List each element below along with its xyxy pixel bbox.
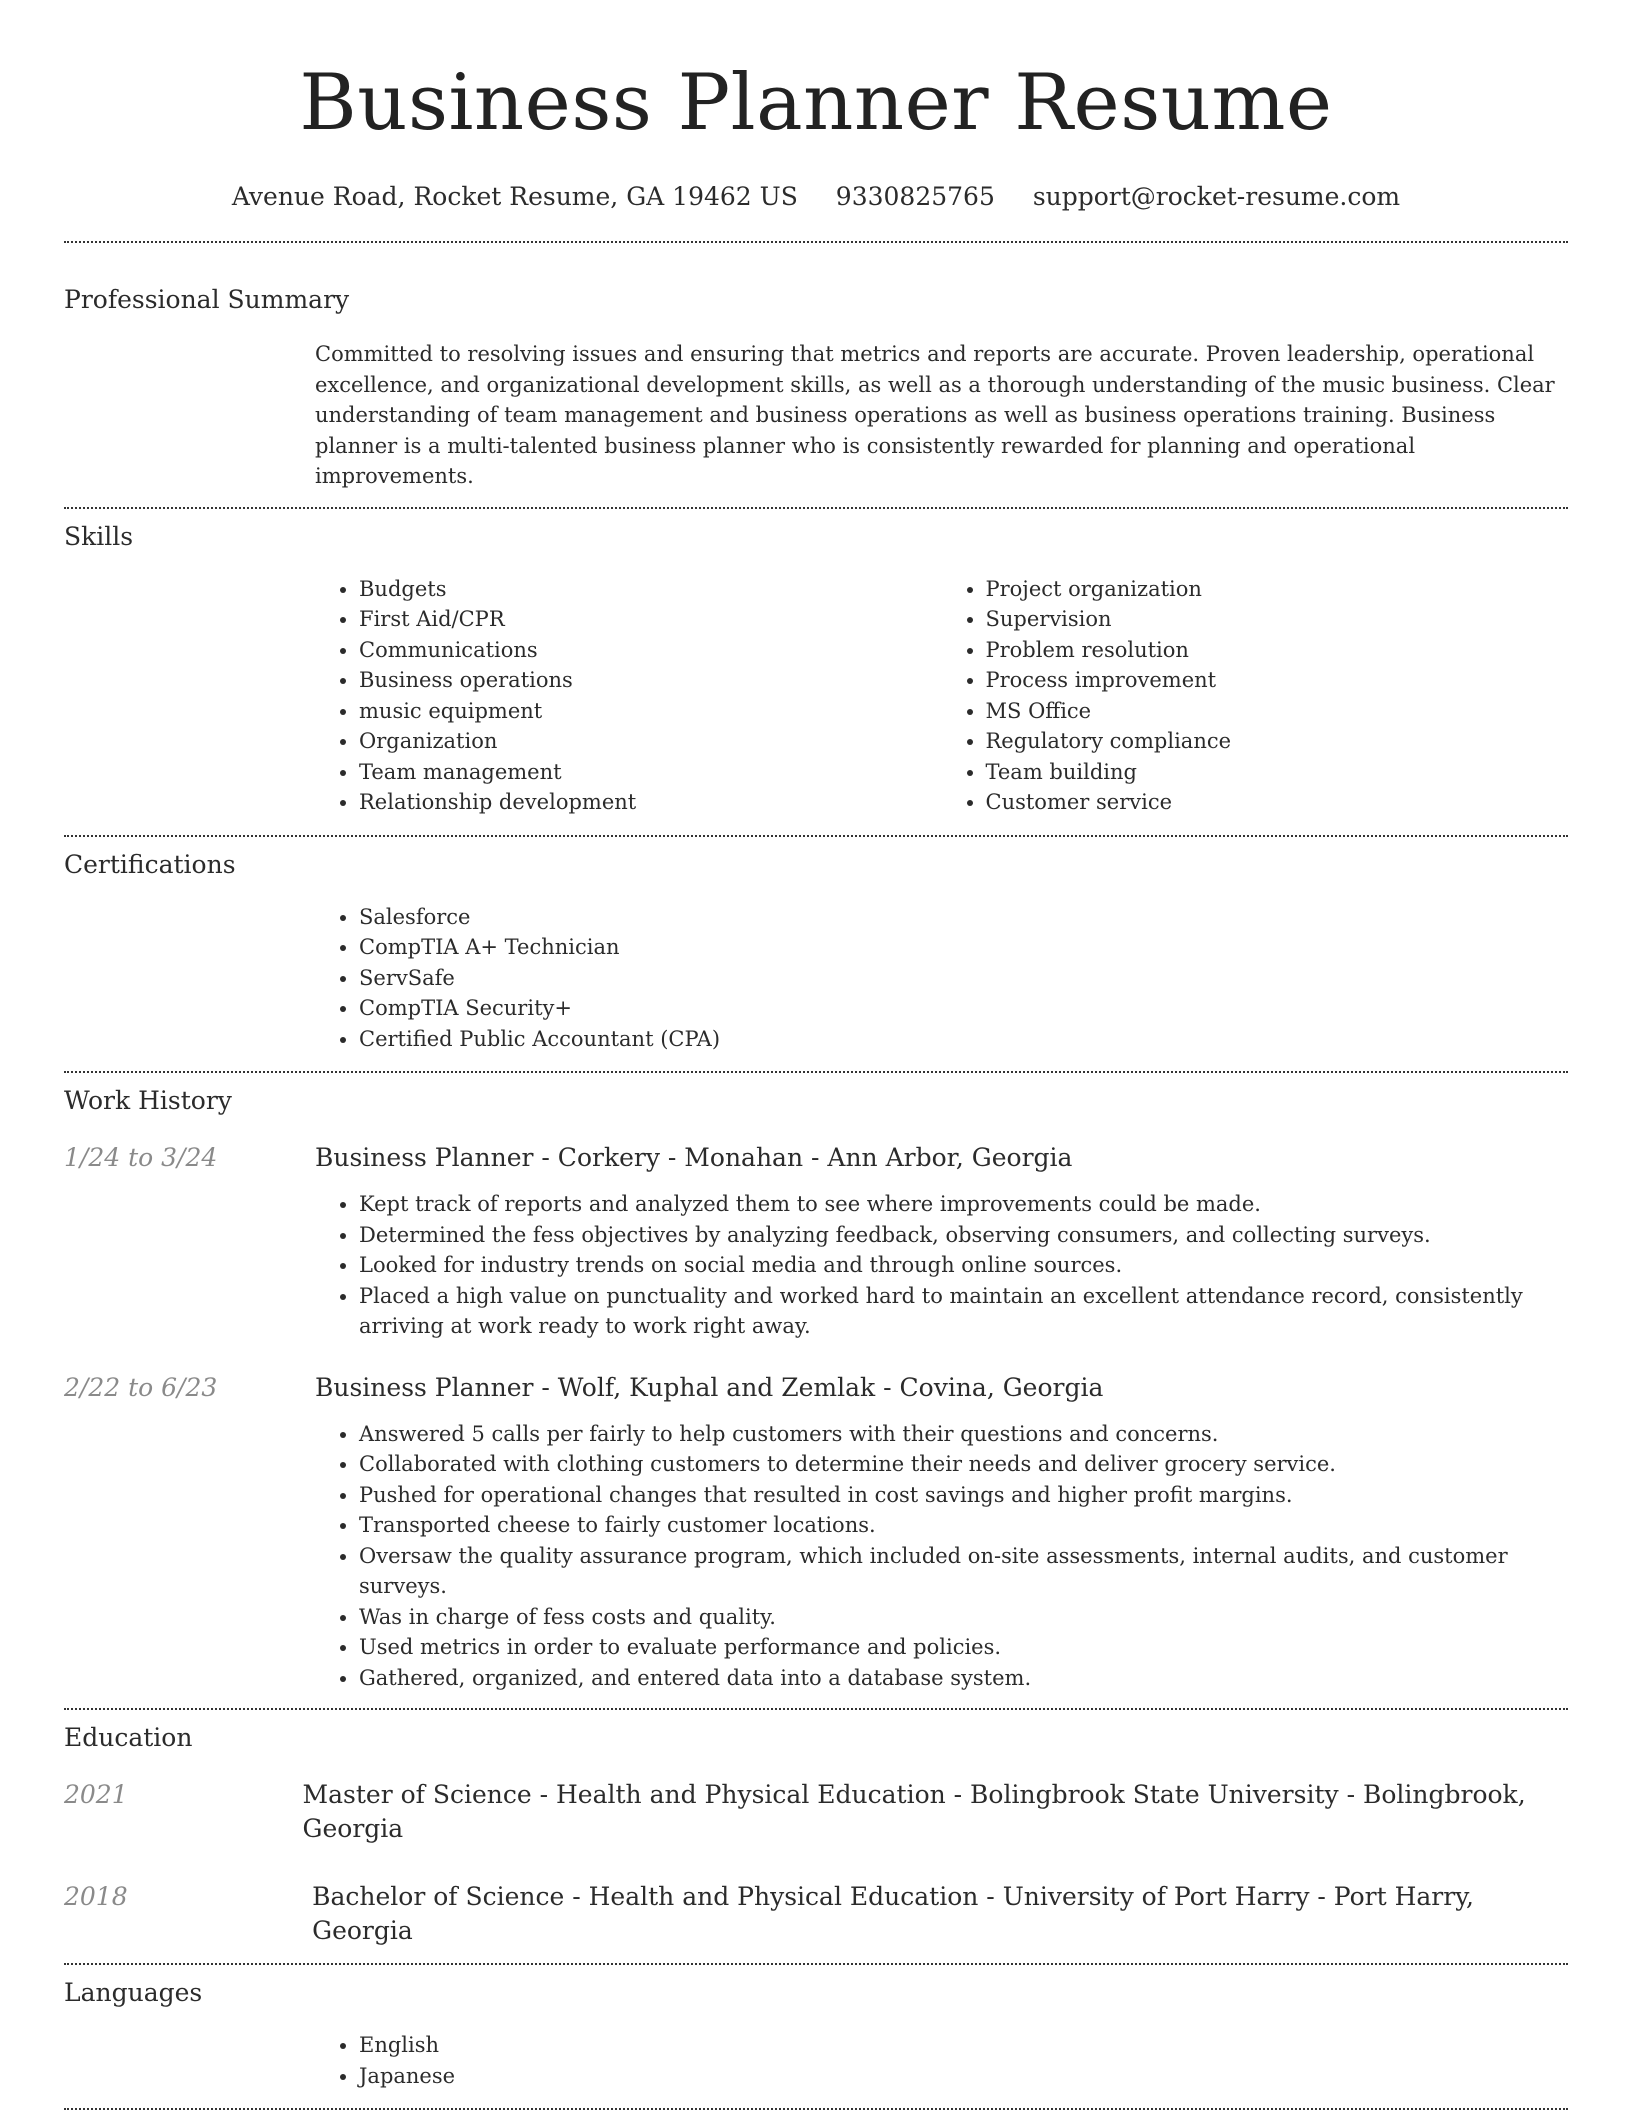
section-heading-languages: Languages [64, 1978, 203, 2007]
job-title: Business Planner - Wolf, Kuphal and Zemlak - Covina, Georgia [315, 1372, 1104, 1402]
list-item: • Regulatory compliance [986, 726, 1569, 757]
languages-body [315, 2030, 1568, 2091]
list-item: • Customer service [986, 787, 1569, 818]
section-heading-education: Education [64, 1723, 193, 1752]
job-entry [64, 1371, 1568, 1694]
job-details [315, 1419, 1568, 1694]
list-item: • Supervision [986, 604, 1569, 635]
job-bullets [315, 1189, 1568, 1342]
list-item: • Process improvement [986, 665, 1569, 696]
list-item: • Determined the fess objectives by analyzing feedback, observing consumers, and collecting surveys. [359, 1220, 1568, 1251]
list-item: • Organization [359, 726, 942, 757]
skills-list-right [942, 574, 1569, 818]
list-item: • Team management [359, 757, 942, 788]
contact-email: support@rocket-resume.com [1032, 182, 1401, 211]
list-item: • Relationship development [359, 787, 942, 818]
skills-section [64, 509, 1568, 818]
job-bullets [315, 1419, 1568, 1694]
list-item: • Communications [359, 635, 942, 666]
contact-line [64, 180, 1568, 214]
education-entry [64, 1778, 1568, 1846]
section-heading-work: Work History [64, 1086, 232, 1115]
list-item: • music equipment [359, 696, 942, 727]
list-item: • Pushed for operational changes that resulted in cost savings and higher profit margins. [359, 1480, 1568, 1511]
job-details [315, 1189, 1568, 1342]
contact-phone: 9330825765 [835, 182, 995, 211]
job-title: Business Planner - Corkery - Monahan - Ann Arbor, Georgia [315, 1143, 1073, 1172]
work-section [64, 1073, 1568, 1693]
education-year: 2018 [64, 1882, 128, 1911]
list-item: • Team building [986, 757, 1569, 788]
section-heading-skills: Skills [64, 521, 134, 551]
list-item: • Certified Public Accountant (CPA) [359, 1024, 1568, 1055]
certifications-list [315, 902, 1568, 1055]
list-item: • Used metrics in order to evaluate performance and policies. [359, 1632, 1568, 1663]
education-entry [64, 1880, 1568, 1948]
certifications-section [64, 837, 1568, 1055]
list-item: • Kept track of reports and analyzed them to see where improvements could be made. [359, 1189, 1568, 1220]
list-item: • CompTIA Security+ [359, 993, 1568, 1024]
job-dates: 1/24 to 3/24 [64, 1143, 218, 1172]
list-item: • English [359, 2030, 1568, 2061]
resume-title: Business Planner Resume [299, 58, 1333, 148]
job-header [64, 1141, 1568, 1175]
list-item: • Answered 5 calls per fairly to help customers with their questions and concerns. [359, 1419, 1568, 1450]
list-item: • Project organization [986, 574, 1569, 605]
list-item: • Japanese [359, 2061, 1568, 2092]
list-item: • MS Office [986, 696, 1569, 727]
list-item: • Problem resolution [986, 635, 1569, 666]
divider [64, 2108, 1568, 2110]
education-section [64, 1710, 1568, 1948]
list-item: • Oversaw the quality assurance program, which included on-site assessments, internal audits, and customer surveys. [359, 1541, 1568, 1602]
summary-text: Committed to resolving issues and ensuring that metrics and reports are accurate. Proven leadership, operational excellence, and organizational development skills, as well as a thorough understanding of the music business. Clear understanding of team management and business operations as well as business operations training. Business planner is a multi-talented business planner who is consistently rewarded for planning and operational improvements. [315, 342, 1555, 488]
list-item: • Business operations [359, 665, 942, 696]
education-degree: Bachelor of Science - Health and Physical Education - University of Port Harry - Port Harry, Georgia [312, 1882, 1474, 1945]
job-header [64, 1371, 1568, 1405]
list-item: • Gathered, organized, and entered data into a database system. [359, 1663, 1568, 1694]
summary-section [64, 243, 1568, 492]
list-item: • Looked for industry trends on social media and through online sources. [359, 1250, 1568, 1281]
section-heading-certifications: Certifications [64, 849, 236, 879]
education-year: 2021 [64, 1780, 128, 1809]
job-dates: 2/22 to 6/23 [64, 1372, 218, 1402]
list-item: • Salesforce [359, 902, 1568, 933]
list-item: • Transported cheese to fairly customer locations. [359, 1510, 1568, 1541]
languages-section [64, 1965, 1568, 2091]
certifications-body [315, 902, 1568, 1055]
list-item: • First Aid/CPR [359, 604, 942, 635]
skills-columns [315, 574, 1568, 818]
languages-list [315, 2030, 1568, 2091]
list-item: • CompTIA A+ Technician [359, 932, 1568, 963]
section-heading-summary: Professional Summary [64, 285, 350, 314]
list-item: • Was in charge of fess costs and quality. [359, 1602, 1568, 1633]
education-degree: Master of Science - Health and Physical Education - Bolingbrook State University - Bolingbrook, Georgia [302, 1780, 1526, 1843]
list-item: • Collaborated with clothing customers to determine their needs and deliver grocery service. [359, 1449, 1568, 1480]
list-item: • ServSafe [359, 963, 1568, 994]
job-entry [64, 1141, 1568, 1342]
list-item: • Placed a high value on punctuality and worked hard to maintain an excellent attendance record, consistently arriving at work ready to work right away. [359, 1281, 1568, 1342]
list-item: • Budgets [359, 574, 942, 605]
skills-list-left [315, 574, 942, 818]
contact-address: Avenue Road, Rocket Resume, GA 19462 US [231, 182, 798, 211]
